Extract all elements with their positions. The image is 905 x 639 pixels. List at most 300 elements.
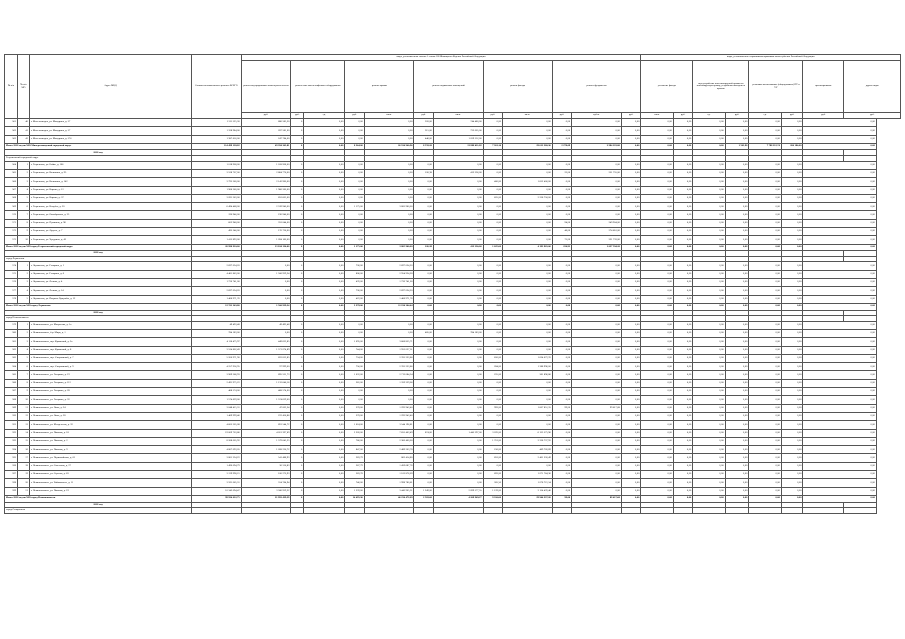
row-value: 0,00 xyxy=(641,270,673,278)
row-value: 0,00 xyxy=(641,437,673,445)
row-value: 0,00 xyxy=(345,135,364,143)
row-value: 46,00 xyxy=(552,228,571,236)
row-value: 0,00 xyxy=(304,388,345,396)
row-value: 3 801 234,22 xyxy=(191,454,241,462)
row-value: 0,00 xyxy=(572,346,622,354)
row-value: 0,00 xyxy=(572,194,622,202)
row-value: 0 xyxy=(291,279,304,287)
total-value: 0,00 xyxy=(621,143,641,150)
row-value: 0,00 xyxy=(433,454,483,462)
row-value: 0,00 xyxy=(433,178,483,186)
row-value: 0,00 xyxy=(414,203,433,211)
row-value: 0,00 xyxy=(803,412,876,420)
row-value: 0,00 xyxy=(781,262,803,270)
total-label: Итого 2018 год по МО Минераловодский городской округ xyxy=(5,143,192,150)
row-value: 0,00 xyxy=(673,262,692,270)
row-value: 0,00 xyxy=(552,454,571,462)
row-mo-number: 4 xyxy=(17,346,29,354)
row-value: 2 697 034,20 xyxy=(364,287,414,295)
row-value: 0,00 xyxy=(693,270,725,278)
row-value: 0,00 xyxy=(725,421,749,429)
row-value: 0,00 xyxy=(803,321,876,329)
row-number: 571 xyxy=(5,219,18,227)
row-value: 0,00 xyxy=(304,479,345,487)
row-value: 0,00 xyxy=(749,194,781,202)
row-value: 0,00 xyxy=(803,446,876,454)
row-value: 378,00 xyxy=(345,412,364,420)
row-value: 0,00 xyxy=(304,135,345,143)
row-value: 0,00 xyxy=(552,211,571,219)
row-value: 0 xyxy=(291,371,304,379)
row-value: 0,00 xyxy=(781,135,803,143)
row-value: 0,00 xyxy=(803,270,876,278)
row-value: 5 200 971,90 xyxy=(191,354,241,362)
total-value: 0,00 xyxy=(803,303,876,310)
row-value: 0,00 xyxy=(304,279,345,287)
total-value: 0,00 xyxy=(725,495,749,502)
row-value: 0,00 xyxy=(725,371,749,379)
row-value: 2 765 233,86 xyxy=(364,354,414,362)
row-value: 0,00 xyxy=(304,363,345,371)
row-value: 0,00 xyxy=(304,329,345,337)
row-mo-number: 2 xyxy=(17,169,29,177)
total-value: 21 993 429,29 xyxy=(241,495,291,502)
total-value: 0,00 xyxy=(673,244,692,251)
row-value: 0 xyxy=(291,363,304,371)
row-value: 274 610,00 xyxy=(572,228,622,236)
row-value: 0,00 xyxy=(241,287,291,295)
col-drain: переустройство невентилируемой крыши на вентилируемую крышу, устройство выходов на кровлю xyxy=(693,61,749,113)
municipality-label: Георгиевский городской округ xyxy=(5,156,192,162)
row-value: 0,00 xyxy=(241,329,291,337)
row-value: 0,00 xyxy=(621,479,641,487)
row-value: 0,00 xyxy=(673,446,692,454)
row-value: 0,00 xyxy=(304,354,345,362)
row-value: 0,00 xyxy=(673,270,692,278)
row-value: 0,00 xyxy=(364,127,414,135)
row-value: 0,00 xyxy=(483,119,502,127)
row-value: 0,00 xyxy=(552,487,571,495)
row-value: 0,00 xyxy=(781,396,803,404)
row-value: 0,00 xyxy=(364,194,414,202)
row-value: 0,00 xyxy=(621,119,641,127)
row-value: 4 257 956,95 xyxy=(191,363,241,371)
row-value: 0,00 xyxy=(483,388,502,396)
table-row xyxy=(5,437,901,445)
total-value: 0,00 xyxy=(304,495,345,502)
row-value: 284,00 xyxy=(483,363,502,371)
row-value: 0,00 xyxy=(433,479,483,487)
row-value: 0,00 xyxy=(803,379,876,387)
col-foundation: ремонт фундамента xyxy=(552,61,641,113)
row-value: 0,00 xyxy=(572,487,622,495)
row-value: 0,00 xyxy=(483,211,502,219)
row-value: 0,00 xyxy=(641,404,673,412)
row-value: 0,00 xyxy=(725,338,749,346)
row-value: 0,00 xyxy=(414,454,433,462)
row-value: 0,00 xyxy=(552,479,571,487)
row-value: 0,00 xyxy=(803,287,876,295)
total-value: 0,00 xyxy=(781,244,803,251)
row-value: 0,00 xyxy=(641,127,673,135)
row-value: 0,00 xyxy=(803,429,876,437)
row-value: 0,00 xyxy=(673,471,692,479)
table-row xyxy=(5,396,901,404)
row-value: 0,00 xyxy=(414,186,433,194)
row-address: г. Невинномысск, пер. Спортивный, д. 7 xyxy=(29,354,191,362)
row-value: 0,00 xyxy=(749,295,781,303)
row-value: 0,00 xyxy=(781,329,803,337)
row-value: 49 493,48 xyxy=(241,321,291,329)
row-value: 0,00 xyxy=(725,412,749,420)
total-value: 0,00 xyxy=(725,244,749,251)
row-value: 283,79 xyxy=(345,454,364,462)
unit-cell: руб. xyxy=(781,113,803,119)
row-value: 0,00 xyxy=(673,186,692,194)
total-value: 89 617,68 xyxy=(572,495,622,502)
row-mo-number: 40 xyxy=(17,119,29,127)
row-address: г. Железноводск, ул. Мичурина, д. 57б xyxy=(29,135,191,143)
row-value: 0,00 xyxy=(345,169,364,177)
total-value: 0,00 xyxy=(414,303,433,310)
empty-cell xyxy=(414,508,433,514)
row-value: 0,00 xyxy=(673,404,692,412)
row-value: 0,00 xyxy=(673,211,692,219)
unit-cell: кв.м. xyxy=(641,113,673,119)
row-value: 468 574,00 xyxy=(241,388,291,396)
row-mo-number: 1 xyxy=(17,262,29,270)
row-value: 0,00 xyxy=(693,169,725,177)
row-value: 0,00 xyxy=(572,412,622,420)
row-value: 0,00 xyxy=(781,279,803,287)
row-value: 0,00 xyxy=(621,446,641,454)
row-value: 190 946,00 xyxy=(191,211,241,219)
row-number: 579 xyxy=(5,321,18,329)
row-value: 0,00 xyxy=(621,295,641,303)
row-value: 422,00 xyxy=(345,295,364,303)
row-value: 0,00 xyxy=(572,471,622,479)
total-value: 9 316,00 xyxy=(483,495,502,502)
row-value: 0,00 xyxy=(749,363,781,371)
row-value: 0,00 xyxy=(621,161,641,169)
total-value: 0,00 xyxy=(483,303,502,310)
row-address: г. Железноводск, ул. Мичурина, д. 57 xyxy=(29,127,191,135)
row-value: 0,00 xyxy=(483,295,502,303)
row-value: 0,00 xyxy=(414,437,433,445)
row-value: 0,00 xyxy=(433,279,483,287)
row-value: 0,00 xyxy=(693,228,725,236)
row-value: 784 183,00 xyxy=(433,329,483,337)
row-value: 1 387 616,00 xyxy=(191,135,241,143)
row-value: 0,00 xyxy=(572,454,622,462)
row-value: 0,00 xyxy=(693,371,725,379)
row-mo-number: 12 xyxy=(17,412,29,420)
row-value: 0,00 xyxy=(641,279,673,287)
empty-cell xyxy=(304,508,345,514)
row-value: 0,00 xyxy=(803,219,876,227)
row-value: 0,00 xyxy=(673,412,692,420)
row-mo-number: 3 xyxy=(17,178,29,186)
row-number: 594 xyxy=(5,446,18,454)
col-facade: ремонт фасада xyxy=(483,61,552,113)
row-value: 0,00 xyxy=(673,379,692,387)
row-value: 0 xyxy=(291,487,304,495)
row-value: 0,00 xyxy=(621,203,641,211)
row-value: 0,00 xyxy=(572,270,622,278)
row-value: 852 605,00 xyxy=(241,194,291,202)
row-value: 0 xyxy=(291,396,304,404)
row-number: 587 xyxy=(5,388,18,396)
total-value: 0,00 xyxy=(641,143,673,150)
row-mo-number: 9 xyxy=(17,388,29,396)
row-value: 0,00 xyxy=(693,346,725,354)
table-row xyxy=(5,169,901,177)
row-value: 0,00 xyxy=(641,388,673,396)
total-row xyxy=(5,143,901,150)
row-value: 891 544,72 xyxy=(241,421,291,429)
row-value: 2 864 776,00 xyxy=(241,169,291,177)
row-value: 0,00 xyxy=(693,338,725,346)
row-value: 0,00 xyxy=(803,295,876,303)
row-address: г. Невинномысск, ул. Гагарина, д. 28 xyxy=(29,388,191,396)
year-label: 2018 год xyxy=(5,502,192,508)
row-value: 0,00 xyxy=(572,119,622,127)
row-value: 0,00 xyxy=(503,262,553,270)
row-mo-number: 8 xyxy=(17,219,29,227)
municipality-label: город Лермонтов xyxy=(5,256,192,262)
row-value: 0,00 xyxy=(781,169,803,177)
row-value: 0,00 xyxy=(803,388,876,396)
row-value: 1 311 525,30 xyxy=(191,119,241,127)
row-value: 0,00 xyxy=(503,462,553,470)
row-value: 0,00 xyxy=(552,371,571,379)
total-row xyxy=(5,495,901,502)
row-value: 0,00 xyxy=(725,161,749,169)
row-value: 0,00 xyxy=(414,295,433,303)
row-value: 0,00 xyxy=(725,119,749,127)
col-no-ms: № п/п МО xyxy=(17,55,29,119)
row-value: 0,00 xyxy=(503,379,553,387)
table-row xyxy=(5,287,901,295)
col-roof: ремонт крыши xyxy=(345,61,414,113)
row-value: 0,00 xyxy=(572,279,622,287)
row-value: 0,00 xyxy=(552,437,571,445)
row-value: 1 339,00 xyxy=(345,487,364,495)
row-value: 0,00 xyxy=(503,279,553,287)
row-mo-number: 11 xyxy=(17,404,29,412)
row-value: 222 456,86 xyxy=(241,412,291,420)
row-value: 0,00 xyxy=(673,178,692,186)
row-value: 0,00 xyxy=(552,295,571,303)
row-value: 0,00 xyxy=(673,479,692,487)
empty-cell xyxy=(749,508,781,514)
row-value: 1 415 893,00 xyxy=(191,236,241,244)
row-value: 381,00 xyxy=(345,379,364,387)
row-number: 585 xyxy=(5,371,18,379)
row-value: 0,00 xyxy=(433,161,483,169)
row-value: 0,00 xyxy=(483,169,502,177)
row-value: 0,00 xyxy=(241,262,291,270)
row-value: 0,00 xyxy=(803,169,876,177)
row-value: 0,00 xyxy=(414,388,433,396)
row-value: 0,00 xyxy=(781,371,803,379)
row-value: 0,00 xyxy=(304,346,345,354)
row-value: 0,00 xyxy=(572,371,622,379)
row-value: 0,00 xyxy=(673,295,692,303)
row-value: 0,00 xyxy=(621,194,641,202)
row-value: 0,00 xyxy=(364,135,414,143)
row-address: г. Невинномысск, ул. Павлова, д. 18 xyxy=(29,429,191,437)
row-value: 0,00 xyxy=(725,135,749,143)
total-value: 13 888 611,82 xyxy=(433,143,483,150)
total-value: 1 025,00 xyxy=(483,244,502,251)
row-number: 592 xyxy=(5,429,18,437)
row-value: 1 032,00 xyxy=(345,371,364,379)
row-value: 0 xyxy=(291,404,304,412)
row-value: 0,00 xyxy=(304,396,345,404)
row-value: 0,00 xyxy=(749,429,781,437)
unit-cell: руб. xyxy=(483,113,502,119)
row-value: 0,00 xyxy=(803,371,876,379)
row-value: 1 293 943,40 xyxy=(364,404,414,412)
row-value: 0,00 xyxy=(641,371,673,379)
row-value: 0,00 xyxy=(345,186,364,194)
row-value: 0,00 xyxy=(781,487,803,495)
empty-cell xyxy=(844,508,876,514)
row-value: 0,00 xyxy=(552,279,571,287)
row-value: 0,00 xyxy=(749,135,781,143)
row-value: 0,00 xyxy=(621,338,641,346)
row-value: 0,00 xyxy=(673,421,692,429)
row-value: 0,00 xyxy=(803,437,876,445)
capital-repair-table xyxy=(4,54,901,514)
row-value: 0,00 xyxy=(641,338,673,346)
row-value: 0,00 xyxy=(641,161,673,169)
row-value: 0,00 xyxy=(673,161,692,169)
row-value: 0,00 xyxy=(503,169,553,177)
row-value: 0 xyxy=(291,203,304,211)
row-value: 476,00 xyxy=(345,279,364,287)
row-value: 0,00 xyxy=(803,211,876,219)
row-value: 0,00 xyxy=(781,454,803,462)
row-value: 0,00 xyxy=(433,404,483,412)
total-value: 0,00 xyxy=(304,143,345,150)
row-value: 0,00 xyxy=(552,462,571,470)
row-value: 0,00 xyxy=(621,262,641,270)
total-value: 0,00 xyxy=(673,495,692,502)
total-value: 0,00 xyxy=(749,244,781,251)
row-value: 1 445 397,00 xyxy=(433,429,483,437)
row-value: 0,00 xyxy=(572,203,622,211)
row-value: 0,00 xyxy=(749,228,781,236)
row-value: 0,00 xyxy=(621,135,641,143)
row-value: 0,00 xyxy=(693,437,725,445)
row-mo-number: 20 xyxy=(17,479,29,487)
row-address: г. Невинномысск, ул. Линя, д. 24 xyxy=(29,404,191,412)
row-value: 0,00 xyxy=(725,487,749,495)
row-value: 0,00 xyxy=(503,346,553,354)
row-number: 563 xyxy=(5,135,18,143)
row-value: 0 xyxy=(291,119,304,127)
row-number: 582 xyxy=(5,346,18,354)
row-value: 0,00 xyxy=(621,178,641,186)
row-value: 0,00 xyxy=(364,228,414,236)
row-value: 0,00 xyxy=(433,295,483,303)
unit-cell: куб.м. xyxy=(572,113,622,119)
empty-cell xyxy=(781,508,803,514)
row-value: 23,00 xyxy=(552,169,571,177)
row-value: 0,00 xyxy=(803,462,876,470)
row-value: 0,00 xyxy=(433,270,483,278)
row-value: 4 605 305,08 xyxy=(191,421,241,429)
row-value: 0,00 xyxy=(749,119,781,127)
row-value: 0,00 xyxy=(364,236,414,244)
row-value: 0,00 xyxy=(552,354,571,362)
row-value: 4 021 397,69 xyxy=(241,429,291,437)
row-number: 568 xyxy=(5,194,18,202)
row-value: 0,00 xyxy=(781,127,803,135)
row-value: 0,00 xyxy=(641,236,673,244)
row-value: 0,00 xyxy=(483,379,502,387)
row-value: 0,00 xyxy=(673,236,692,244)
row-value: 30 316,83 xyxy=(241,462,291,470)
row-mo-number: 4 xyxy=(17,186,29,194)
row-value: 0,00 xyxy=(749,437,781,445)
row-address: г. Лермонтов, ул. Ленина, д. 14 xyxy=(29,287,191,295)
row-value: 0,00 xyxy=(483,321,502,329)
row-mo-number: 19 xyxy=(17,471,29,479)
row-value: 1 490 094,79 xyxy=(191,462,241,470)
total-value: 29 946 237,26 xyxy=(503,495,553,502)
row-value: 0,00 xyxy=(552,270,571,278)
year-label: 2018 год xyxy=(5,310,192,316)
row-value: 361 896,86 xyxy=(503,371,553,379)
row-value: 0,00 xyxy=(433,211,483,219)
row-value: 0,00 xyxy=(304,236,345,244)
row-value: 1 018 908,00 xyxy=(191,161,241,169)
row-value: 1 571 074,89 xyxy=(241,346,291,354)
row-value: 0,00 xyxy=(552,388,571,396)
row-value: 2 712 084,34 xyxy=(364,371,414,379)
row-value: 0,00 xyxy=(304,287,345,295)
row-value: 0,00 xyxy=(693,354,725,362)
row-value: 0,00 xyxy=(749,219,781,227)
total-value: 126,38 xyxy=(414,244,433,251)
row-value: 0,00 xyxy=(781,236,803,244)
row-value: 0,00 xyxy=(241,279,291,287)
row-value: 0,00 xyxy=(641,203,673,211)
row-number: 583 xyxy=(5,354,18,362)
row-value: 0,00 xyxy=(725,404,749,412)
row-value: 0,00 xyxy=(621,404,641,412)
row-mo-number: 3 xyxy=(17,338,29,346)
row-address: г. Георгиевск, ул. Октябрьская, д. 25 xyxy=(29,211,191,219)
row-value: 412 336,00 xyxy=(433,169,483,177)
table-row xyxy=(5,228,901,236)
row-value: 1 953 027,51 xyxy=(364,346,414,354)
row-value: 0,00 xyxy=(781,194,803,202)
row-value: 0,00 xyxy=(433,388,483,396)
row-value: 0,00 xyxy=(749,479,781,487)
total-value: 2 984 219,80 xyxy=(572,143,622,150)
total-value: 99,00 xyxy=(552,495,571,502)
table-row xyxy=(5,479,901,487)
row-value: 0,00 xyxy=(749,471,781,479)
row-value: 0,00 xyxy=(725,462,749,470)
row-value: 0 xyxy=(291,379,304,387)
row-address: г. Лермонтов, ул. Патриса Лумумбы, д. 12 xyxy=(29,295,191,303)
row-value: 0,00 xyxy=(304,211,345,219)
